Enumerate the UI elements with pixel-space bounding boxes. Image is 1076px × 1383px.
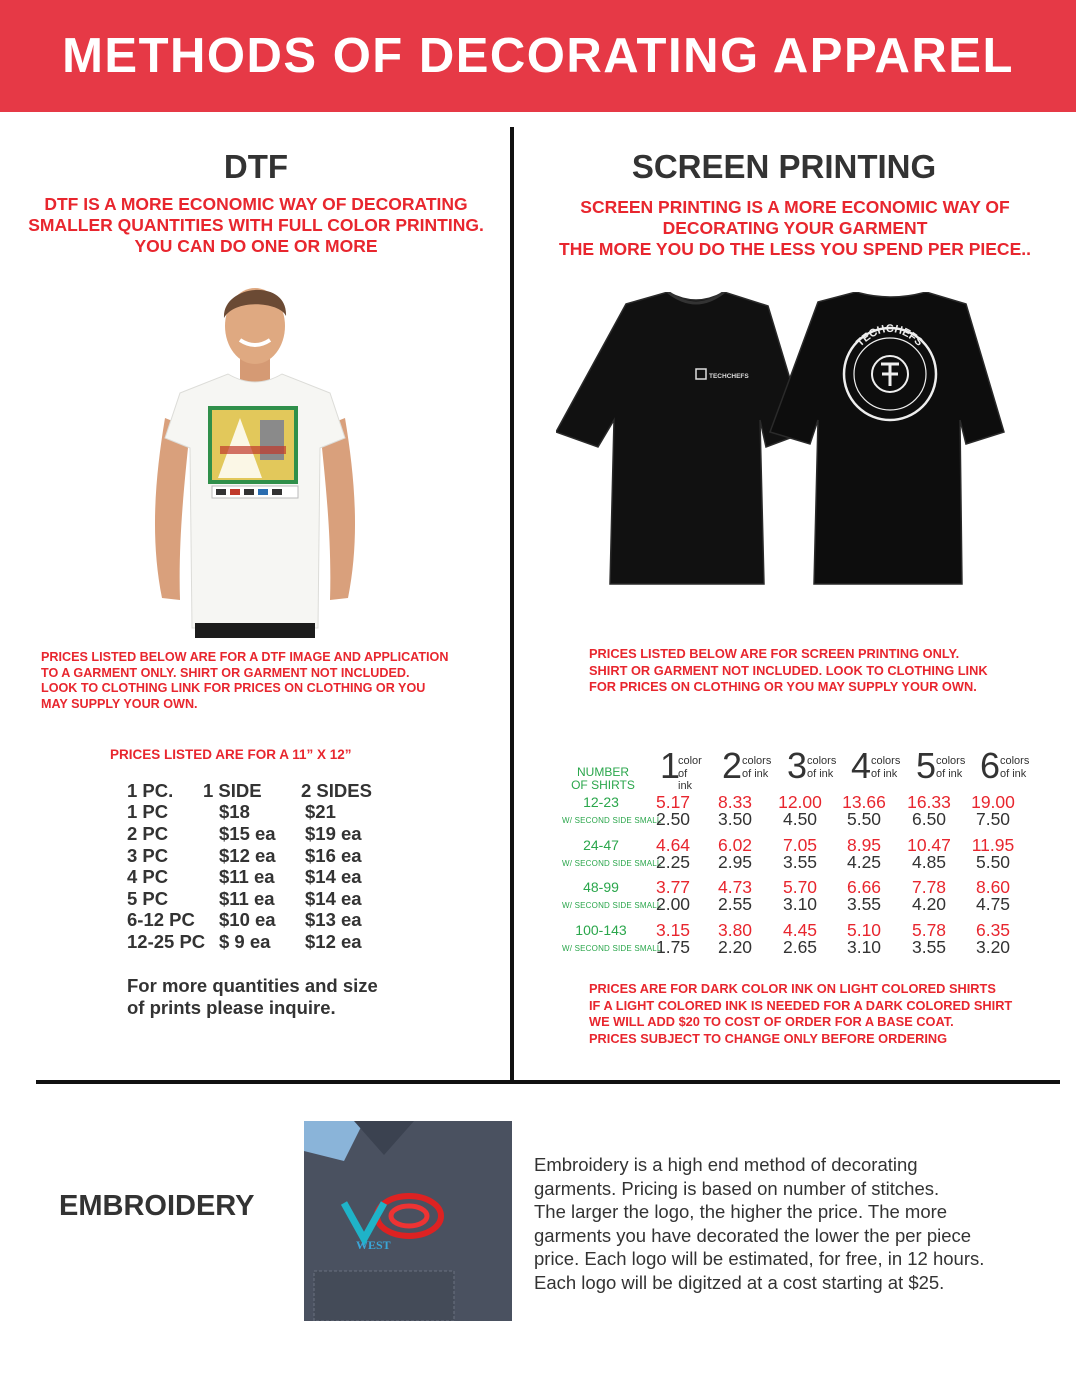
column-label: color of ink: [678, 755, 702, 792]
second-side-label: W/ SECOND SIDE SMALL: [562, 944, 662, 953]
dtf-2sides-cell: $21: [305, 801, 336, 823]
embroidery-line: The larger the logo, the higher the price. The more: [534, 1201, 948, 1222]
dtf-qty-cell: 4 PC: [127, 866, 169, 888]
front-shirt-brand: TECHCHEFS: [709, 373, 749, 380]
screen-footer-line: WE WILL ADD $20 TO COST OF ORDER FOR A BASE COAT.: [589, 1014, 954, 1029]
table-row: [127, 866, 385, 888]
price-second-side: 2.65: [782, 937, 818, 957]
qty-label: 24-47: [583, 837, 619, 853]
embroidery-logo-text: WEST: [356, 1238, 391, 1252]
price-first-side: 5.70: [782, 877, 818, 897]
dtf-qty-cell: 1 PC: [127, 801, 169, 823]
price-second-side: 7.50: [975, 809, 1011, 829]
dtf-intro-line: DTF IS A MORE ECONOMIC WAY OF DECORATING: [44, 194, 468, 214]
page-title: METHODS OF DECORATING APPAREL: [62, 29, 1014, 83]
dtf-qty-cell: 6-12 PC: [127, 909, 195, 931]
column-number: 6: [980, 745, 1001, 786]
price-first-side: 13.66: [842, 792, 886, 812]
screen-note-line: SHIRT OR GARMENT NOT INCLUDED. LOOK TO CLOTHING LINK: [589, 662, 988, 678]
dtf-1side-cell: $15 ea: [219, 822, 276, 844]
qty-header-line: NUMBER: [576, 765, 629, 779]
price-second-side: 5.50: [975, 852, 1011, 872]
screen-title-wrap: [514, 148, 1054, 186]
price-first-side: 8.60: [975, 877, 1011, 897]
column-label: colors of ink: [1000, 755, 1030, 780]
column-label: colors of ink: [742, 755, 772, 780]
dtf-1side-cell: $10 ea: [219, 909, 276, 931]
dtf-1side-cell: $11 ea: [219, 866, 275, 888]
price-first-side: 3.15: [655, 920, 691, 940]
price-second-side: 3.55: [911, 937, 947, 957]
screen-price-table: [556, 745, 1036, 968]
price-first-side: 16.33: [907, 792, 951, 812]
dtf-title: DTF: [223, 148, 289, 185]
dtf-header-cell: 1 SIDE: [203, 779, 262, 801]
price-first-side: 3.80: [717, 920, 753, 940]
dtf-model-photo: [140, 278, 370, 638]
dtf-1side-cell: $11 ea: [219, 887, 275, 909]
qty-label: 100-143: [575, 922, 627, 938]
dtf-2sides-cell: $13 ea: [305, 909, 362, 931]
price-second-side: 2.25: [655, 852, 691, 872]
horizontal-divider: [36, 1080, 1060, 1084]
column-number: 1: [660, 745, 681, 786]
price-first-side: 12.00: [778, 792, 822, 812]
embroidery-line: Embroidery is a high end method of decorating: [534, 1154, 918, 1175]
embroidery-title: EMBROIDERY: [59, 1190, 255, 1222]
embroidery-description: [534, 1153, 1054, 1294]
embroidery-line: Each logo will be digitzed at a cost starting at $25.: [534, 1271, 945, 1293]
embroidery-line: garments you have decorated the lower the per piece: [534, 1224, 972, 1246]
dtf-1side-cell: $12 ea: [219, 844, 276, 866]
second-side-label: W/ SECOND SIDE SMALL: [562, 901, 662, 910]
price-first-side: 11.95: [971, 835, 1015, 855]
price-first-side: 5.17: [655, 792, 691, 812]
qty-header-line: OF SHIRTS: [571, 778, 635, 792]
price-second-side: 4.25: [846, 852, 882, 872]
column-label: colors of ink: [871, 755, 901, 780]
price-second-side: 3.55: [846, 894, 882, 914]
screen-shirts-photo: [556, 292, 1026, 592]
qty-label: 12-23: [583, 794, 619, 810]
table-row: [127, 931, 385, 953]
price-second-side: 3.20: [975, 937, 1011, 957]
price-first-side: 3.77: [655, 877, 691, 897]
dtf-note-line: MAY SUPPLY YOUR OWN.: [41, 696, 198, 711]
dtf-intro-line: YOU CAN DO ONE OR MORE: [134, 236, 378, 256]
price-first-side: 4.64: [655, 835, 691, 855]
dtf-more-line: For more quantities and size: [127, 975, 378, 996]
second-side-label: W/ SECOND SIDE SMALL: [562, 859, 662, 868]
dtf-intro-line: SMALLER QUANTITIES WITH FULL COLOR PRINTING.: [28, 215, 484, 235]
dtf-header-cell: 1 PC.: [127, 779, 174, 801]
dtf-size-note: PRICES LISTED ARE FOR A 11” X 12”: [110, 747, 352, 762]
dtf-note-line: TO A GARMENT ONLY. SHIRT OR GARMENT NOT INCLUDED.: [41, 665, 410, 680]
price-second-side: 2.00: [655, 894, 691, 914]
dtf-header-cell: 2 SIDES: [301, 779, 372, 801]
column-number: 4: [851, 745, 872, 786]
dtf-1side-cell: $ 9 ea: [219, 930, 271, 952]
price-second-side: 4.20: [911, 894, 947, 914]
price-second-side: 2.50: [655, 809, 691, 829]
column-number: 2: [722, 745, 743, 786]
screen-note: [589, 646, 1059, 696]
table-row: [127, 845, 385, 867]
back-shirt-brand: TECHCHEFS: [854, 322, 926, 350]
screen-footer-note: [589, 981, 1059, 1047]
dtf-1side-cell: $18: [219, 801, 250, 823]
dtf-2sides-cell: $16 ea: [305, 844, 362, 866]
column-label: colors of ink: [807, 755, 837, 780]
screen-note-line: PRICES LISTED BELOW ARE FOR SCREEN PRINTING ONLY.: [589, 646, 960, 661]
price-second-side: 5.50: [846, 809, 882, 829]
table-row: [127, 823, 385, 845]
price-second-side: 2.55: [717, 894, 753, 914]
dtf-note-line: LOOK TO CLOTHING LINK FOR PRICES ON CLOTHING OR YOU: [41, 681, 426, 695]
price-second-side: 3.10: [782, 894, 818, 914]
embroidery-photo: [304, 1121, 512, 1321]
table-row: [127, 910, 385, 932]
screen-intro-line: SCREEN PRINTING IS A MORE ECONOMIC WAY OF: [580, 197, 1010, 217]
dtf-more-info: [127, 975, 378, 1019]
price-first-side: 5.78: [911, 920, 947, 940]
price-second-side: 1.75: [655, 937, 691, 957]
price-first-side: 6.35: [975, 920, 1011, 940]
price-second-side: 4.50: [782, 809, 818, 829]
price-first-side: 5.10: [846, 920, 882, 940]
dtf-2sides-cell: $12 ea: [305, 930, 362, 952]
dtf-note-line: PRICES LISTED BELOW ARE FOR A DTF IMAGE AND APPLICATION: [41, 650, 449, 664]
screen-footer-line: PRICES ARE FOR DARK COLOR INK ON LIGHT COLORED SHIRTS: [589, 981, 996, 996]
dtf-2sides-cell: $19 ea: [305, 822, 362, 844]
price-second-side: 6.50: [911, 809, 947, 829]
screen-footer-line: IF A LIGHT COLORED INK IS NEEDED FOR A DARK COLORED SHIRT: [589, 997, 1013, 1013]
screen-intro: [514, 197, 1076, 260]
dtf-qty-cell: 3 PC: [127, 844, 169, 866]
dtf-title-wrap: [0, 148, 512, 186]
vertical-divider: [510, 127, 514, 1080]
price-first-side: 7.05: [782, 835, 818, 855]
screen-intro-line: THE MORE YOU DO THE LESS YOU SPEND PER PIECE..: [559, 239, 1031, 259]
qty-header: [556, 766, 650, 792]
price-first-side: 19.00: [971, 792, 1015, 812]
price-first-side: 6.02: [717, 835, 753, 855]
embroidery-line: price. Each logo will be estimated, for free, in 12 hours.: [534, 1248, 985, 1269]
screen-intro-line: DECORATING YOUR GARMENT: [662, 218, 928, 238]
price-second-side: 3.10: [846, 937, 882, 957]
price-second-side: 4.85: [911, 852, 947, 872]
price-first-side: 8.33: [717, 792, 753, 812]
dtf-qty-cell: 2 PC: [127, 822, 169, 844]
price-second-side: 3.50: [717, 809, 753, 829]
table-row: [127, 802, 385, 824]
dtf-note: [41, 650, 501, 712]
price-second-side: 2.20: [717, 937, 753, 957]
dtf-2sides-cell: $14 ea: [305, 887, 362, 909]
dtf-qty-cell: 5 PC: [127, 887, 169, 909]
table-row: [127, 888, 385, 910]
price-first-side: 4.45: [782, 920, 818, 940]
dtf-more-line: of prints please inquire.: [127, 997, 336, 1018]
qty-label: 48-99: [583, 879, 619, 895]
screen-title: SCREEN PRINTING: [631, 148, 937, 185]
dtf-2sides-cell: $14 ea: [305, 866, 362, 888]
price-first-side: 7.78: [911, 877, 947, 897]
page-header: [0, 0, 1076, 112]
price-second-side: 2.95: [717, 852, 753, 872]
second-side-label: W/ SECOND SIDE SMALL: [562, 816, 662, 825]
dtf-intro: [0, 194, 512, 257]
price-first-side: 8.95: [846, 835, 882, 855]
column-label: colors of ink: [936, 755, 966, 780]
dtf-qty-cell: 12-25 PC: [127, 930, 206, 952]
dtf-price-table: [127, 780, 385, 953]
price-first-side: 4.73: [717, 877, 753, 897]
screen-note-line: FOR PRICES ON CLOTHING OR YOU MAY SUPPLY YOUR OWN.: [589, 679, 977, 694]
price-first-side: 6.66: [846, 877, 882, 897]
price-first-side: 10.47: [907, 835, 951, 855]
price-second-side: 3.55: [782, 852, 818, 872]
dtf-table-header: [127, 780, 385, 802]
price-second-side: 4.75: [975, 894, 1011, 914]
embroidery-line: garments. Pricing is based on number of stitches.: [534, 1177, 940, 1199]
column-number: 3: [787, 745, 808, 786]
screen-footer-line: PRICES SUBJECT TO CHANGE ONLY BEFORE ORDERING: [589, 1030, 948, 1046]
column-number: 5: [916, 745, 937, 786]
